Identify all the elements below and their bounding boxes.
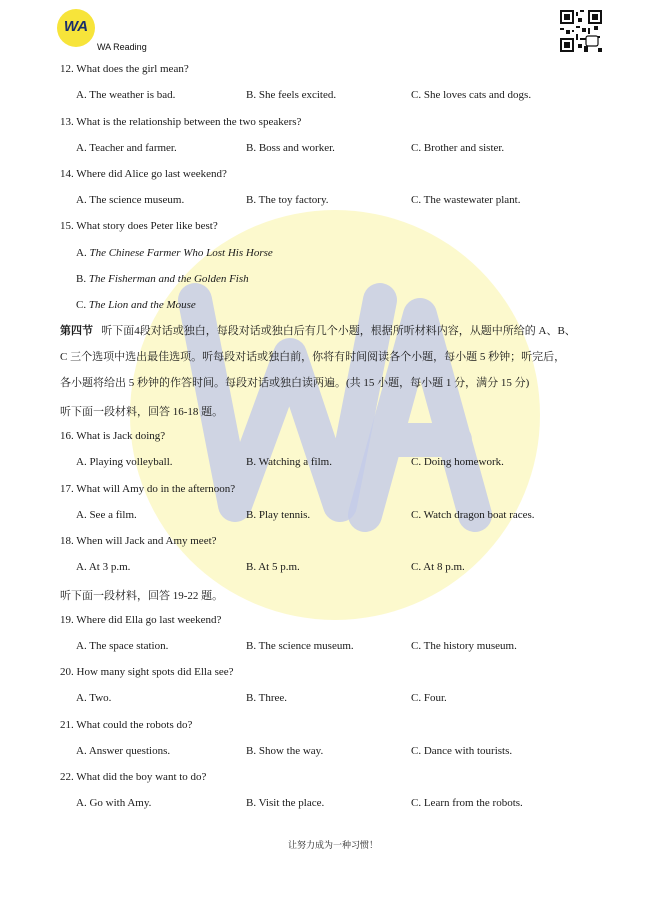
question-20: 20. How many sight spots did Ella see? xyxy=(60,666,234,678)
option-c: C. The wastewater plant. xyxy=(411,194,521,206)
option-b: B. The science museum. xyxy=(246,640,354,652)
option-b xyxy=(76,273,249,285)
option-a: A. At 3 p.m. xyxy=(76,561,131,573)
question-14: 14. Where did Alice go last weekend? xyxy=(60,168,227,180)
option-a: A. Teacher and farmer. xyxy=(76,142,177,154)
material-intro: 听下面一段材料，回答 16-18 题。 xyxy=(60,406,224,418)
logo-text: WA xyxy=(63,18,89,35)
instruction-line-3: 各小题将给出 5 秒钟的作答时间。每段对话或独白读两遍。(共 15 小题，每小题 1 分，满分 15 分) xyxy=(60,377,530,389)
qr-code-icon xyxy=(560,10,602,52)
option-c: C. At 8 p.m. xyxy=(411,561,465,573)
story-title: The Lion and the Mouse xyxy=(88,299,196,311)
option-c: C. She loves cats and dogs. xyxy=(411,89,532,101)
option-letter: C. xyxy=(76,299,89,311)
question-19: 19. Where did Ella go last weekend? xyxy=(60,614,222,626)
option-b: B. Play tennis. xyxy=(246,509,311,521)
instruction-line-2: C 三个选项中选出最佳选项。听每段对话或独白前，你将有时间阅读各个小题，每小题 5 秒钟；听完后， xyxy=(60,351,566,363)
option-a: A. The space station. xyxy=(76,640,169,652)
wa-logo xyxy=(57,9,95,47)
question-15: 15. What story does Peter like best? xyxy=(60,220,218,232)
section-instructions xyxy=(60,318,620,396)
option-c: C. Doing homework. xyxy=(411,456,504,468)
option-letter: A. xyxy=(76,247,90,259)
option-b: B. Three. xyxy=(246,692,288,704)
story-title: The Fisherman and the Golden Fish xyxy=(88,273,249,285)
footer-motto: 让努力成为一种习惯！ xyxy=(287,840,378,850)
question-16: 16. What is Jack doing? xyxy=(60,430,166,442)
option-c: C. Dance with tourists. xyxy=(411,745,513,757)
question-12: 12. What does the girl mean? xyxy=(60,63,189,75)
option-a: A. The weather is bad. xyxy=(76,89,176,101)
option-c: C. Four. xyxy=(411,692,447,704)
question-18: 18. When will Jack and Amy meet? xyxy=(60,535,217,547)
option-a: A. Two. xyxy=(76,692,112,704)
option-c: C. Watch dragon boat races. xyxy=(411,509,535,521)
option-c: C. The history museum. xyxy=(411,640,517,652)
option-a: A. Go with Amy. xyxy=(76,797,152,809)
option-c: C. Brother and sister. xyxy=(411,142,505,154)
option-b: B. Visit the place. xyxy=(246,797,325,809)
material-intro: 听下面一段材料，回答 19-22 题。 xyxy=(60,590,224,602)
question-21: 21. What could the robots do? xyxy=(60,719,193,731)
story-title: The Chinese Farmer Who Lost His Horse xyxy=(89,247,273,259)
option-a: A. Answer questions. xyxy=(76,745,171,757)
option-b: B. The toy factory. xyxy=(246,194,329,206)
question-13: 13. What is the relationship between the two speakers? xyxy=(60,116,302,128)
option-b: B. At 5 p.m. xyxy=(246,561,300,573)
option-b: B. Boss and worker. xyxy=(246,142,335,154)
option-b: B. Show the way. xyxy=(246,745,324,757)
option-letter: B. xyxy=(76,273,89,285)
option-a xyxy=(76,247,273,259)
option-a: A. See a film. xyxy=(76,509,137,521)
option-b: B. She feels excited. xyxy=(246,89,337,101)
option-c: C. Learn from the robots. xyxy=(411,797,523,809)
question-17: 17. What will Amy do in the afternoon? xyxy=(60,483,236,495)
option-b: B. Watching a film. xyxy=(246,456,332,468)
brand-name: WA Reading xyxy=(97,42,147,52)
option-c xyxy=(76,299,196,311)
instruction-line-1 xyxy=(60,318,620,344)
question-22: 22. What did the boy want to do? xyxy=(60,771,207,783)
option-a: A. Playing volleyball. xyxy=(76,456,173,468)
option-a: A. The science museum. xyxy=(76,194,185,206)
section-heading: 第四节 xyxy=(60,325,93,337)
instruction-text: 听下面4段对话或独白，每段对话或独白后有几个小题，根据所听材料内容，从题中所给的 A、B、 xyxy=(101,325,576,337)
